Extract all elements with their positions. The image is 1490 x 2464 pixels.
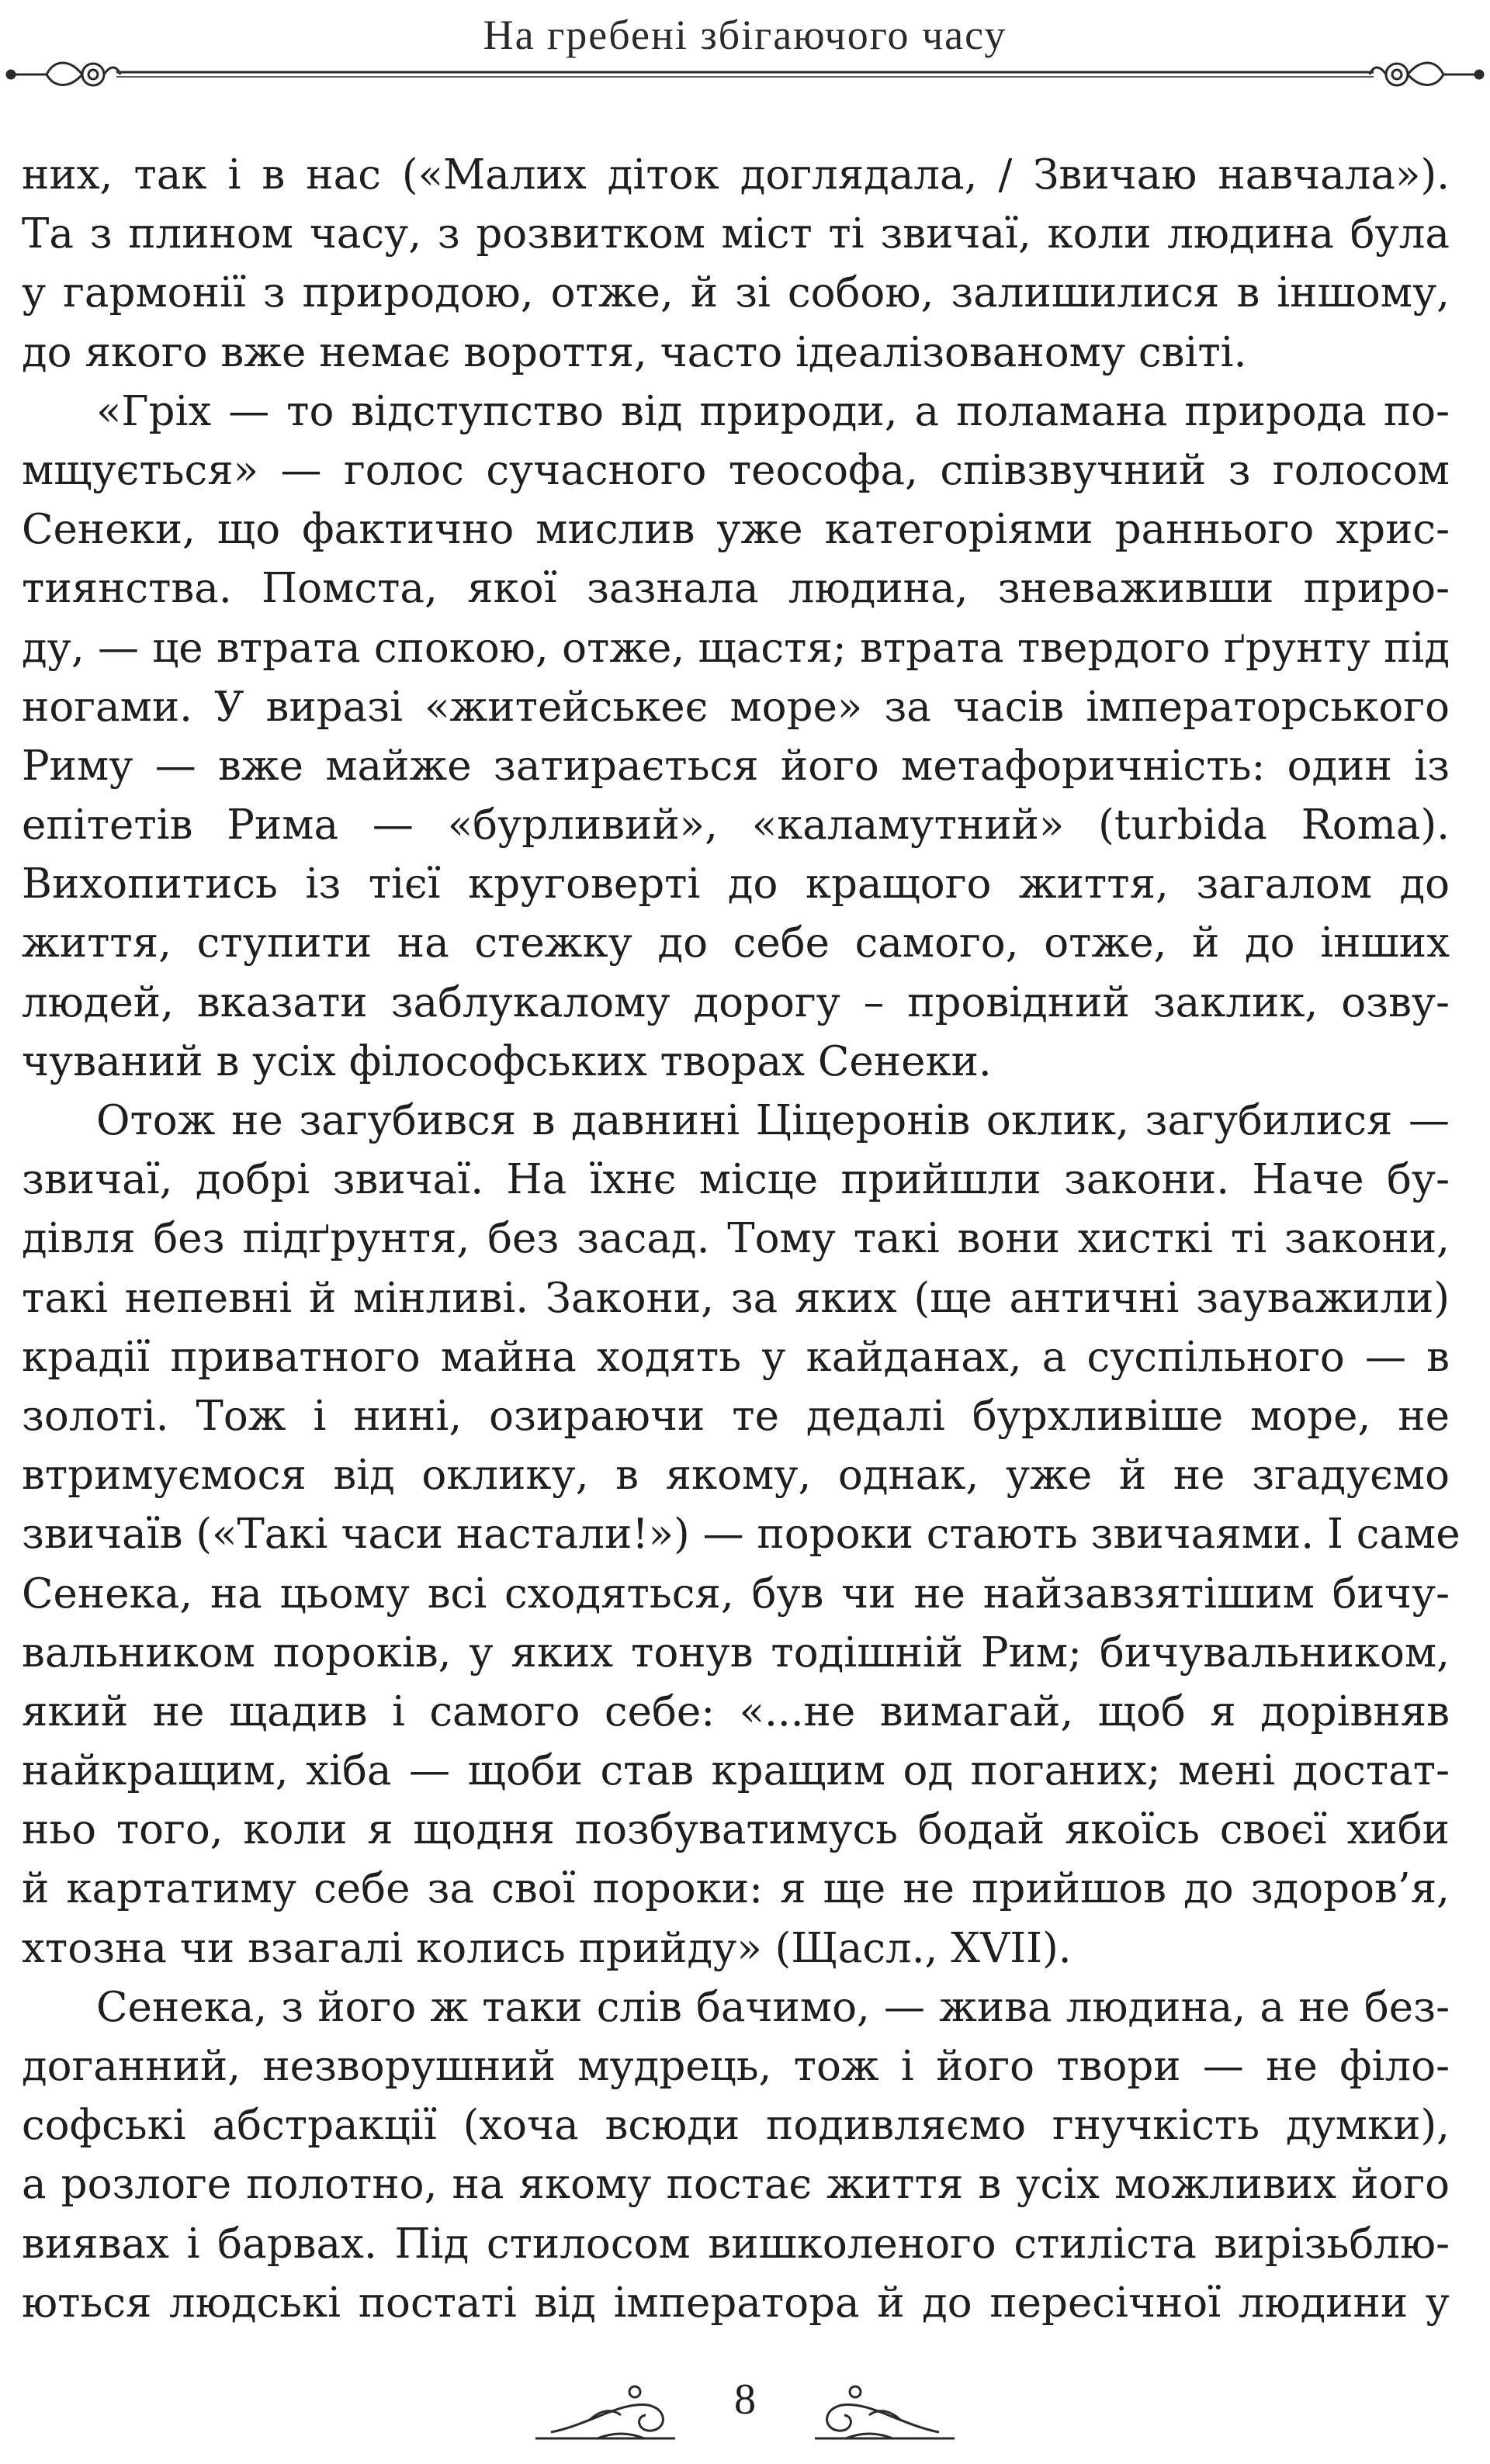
text-line: софські абстракції (хоча всюди подивляємо гнучкість думки), [22, 2102, 1450, 2150]
body-text [22, 146, 1461, 2333]
text-line: Риму — вже майже затирається його метафоричність: один із [22, 742, 1450, 790]
page-header [0, 0, 1490, 93]
text-line: такі непевні й мінливі. Закони, за яких (ще античні зауважили) [22, 1274, 1450, 1322]
page-number: 8 [734, 2376, 756, 2424]
text-line: Та з плином часу, з розвитком міст ті звичаї, коли людина була [22, 210, 1450, 258]
text-line: мщується» — голос сучасного теософа, співзвучний з голосом [22, 446, 1450, 494]
text-line: а розлоге полотно, на якому постає життя в усіх можливих його [22, 2161, 1450, 2209]
text-line: вальником пороків, у яких тонув тодішній Рим; бичувальником, [22, 1628, 1450, 1677]
page-footer [0, 2370, 1490, 2455]
text-line: «Гріх — то відступство від природи, а поламана природа по- [96, 387, 1450, 435]
text-line: тиянства. Помста, якої зазнала людина, зневаживши приро- [22, 565, 1450, 613]
text-line: який не щадив і самого себе: «...не вимагай, щоб я дорівняв [22, 1687, 1450, 1736]
text-line: звичаї, добрі звичаї. На їхнє місце прийшли закони. Наче бу- [22, 1156, 1450, 1204]
text-line: найкращим, хіба — щоби став кращим од поганих; мені достат- [22, 1747, 1450, 1795]
text-line: втримуємося від оклику, в якому, однак, уже й не згадуємо [22, 1452, 1450, 1500]
header-ornament [0, 51, 1490, 98]
text-line: ньо того, коли я щодня позбуватимусь бодай якоїсь своєї хиби [22, 1806, 1450, 1854]
text-line: доганний, незворушний мудрець, тож і його твори — не філо- [22, 2043, 1450, 2090]
left-flourish-icon [7, 63, 120, 85]
text-line: Сенека, з його ж таки слів бачимо, — жива людина, а не без- [96, 1983, 1450, 2031]
text-line: Вихопитись із тієї круговерті до кращого життя, загалом до [22, 860, 1450, 908]
text-line: життя, ступити на стежку до себе самого, отже, й до інших [22, 919, 1450, 967]
text-line: виявах і барвах. Під стилосом вишколеного стиліста вирізьблю- [22, 2220, 1450, 2268]
text-line: крадії приватного майна ходять у кайданах, а суспільного — в [22, 1333, 1450, 1381]
running-title: На гребені збігаючого часу [483, 12, 1007, 58]
text-line: чуваний в усіх філософських творах Сенеки. [22, 1037, 992, 1085]
text-line: епітетів Рима — «бурливий», «каламутний» (turbida Roma). [22, 801, 1450, 850]
text-line: до якого вже немає вороття, часто ідеалізованому світі. [22, 328, 1247, 376]
text-line: ногами. У виразі «житейськеє море» за часів імператорського [22, 683, 1450, 731]
text-line: них, так і в нас («Малих діток доглядала, / Звичаю навчала»). [22, 151, 1450, 199]
text-line: ду, — це втрата спокою, отже, щастя; втрата твердого ґрунту під [22, 624, 1450, 672]
text-line: звичаїв («Такі часи настали!») — пороки стають звичаями. І саме [22, 1511, 1461, 1559]
text-line: людей, вказати заблукалому дорогу – провідний заклик, озву- [22, 978, 1450, 1026]
text-line: Сенеки, що фактично мислив уже категоріями раннього хрис- [22, 506, 1450, 554]
right-flourish-icon [1370, 63, 1483, 85]
text-line: дівля без підґрунтя, без засад. Тому такі вони хисткі ті закони, [22, 1215, 1450, 1263]
text-line: Сенека, на цьому всі сходяться, був чи не найзавзятішим бичу- [22, 1569, 1450, 1618]
text-line: хтозна чи взагалі колись прийду» (Щасл., XVII). [22, 1924, 1072, 1972]
text-line: й картатиму себе за свої пороки: я ще не прийшов до здоров’я, [22, 1865, 1450, 1913]
text-line: Отож не загубився в давнині Ціцеронів оклик, загубилися — [96, 1097, 1450, 1144]
text-line: ються людські постаті від імператора й до пересічної людини у [22, 2279, 1450, 2327]
text-line: золоті. Тож і нині, озираючи те дедалі бурхливіше море, не [22, 1392, 1450, 1440]
text-line: у гармонії з природою, отже, й зі собою, залишилися в іншому, [22, 269, 1450, 317]
